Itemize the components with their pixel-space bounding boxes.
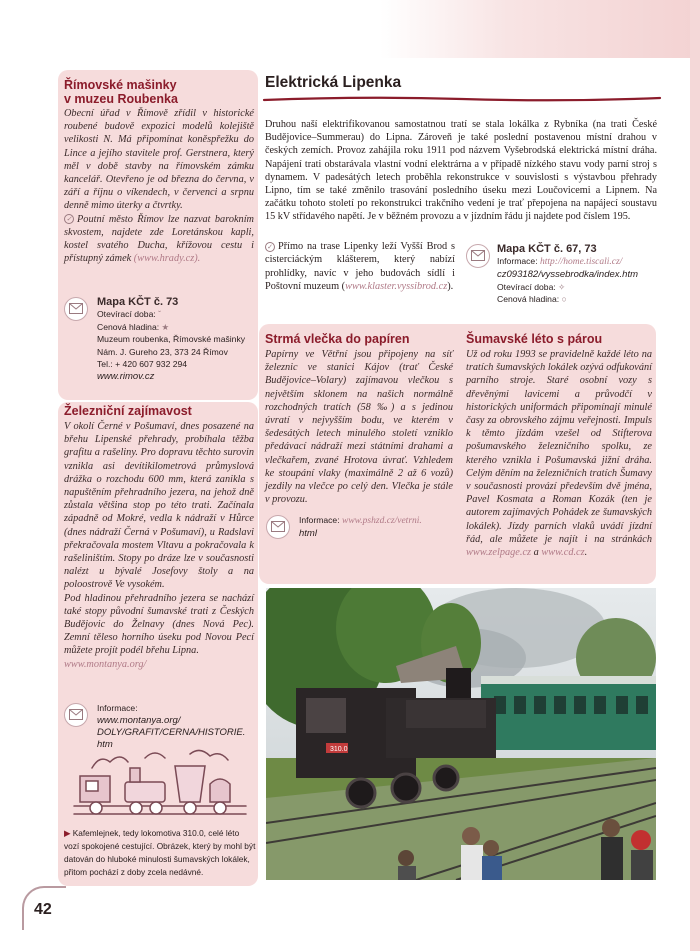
lipenka-title: Elektrická Lipenka [265,74,402,91]
roubenka-title-line1: Římovské mašinky [64,78,177,92]
leto-link-cd[interactable]: www.cd.cz [541,547,585,559]
roubenka-tip [64,213,254,266]
roubenka-map-title: Mapa KČT č. 73 [97,296,179,308]
kafemlejnek-caption-text: Kafemlejnek, tedy lokomotiva 310.0, celé léto vozí spokojené cestující. Obrázek, který by mohl být datován do hluboké minulosti šumavských lokálek, přitom pochází z doby zcela nedávné. [64,828,256,877]
roubenka-opening [97,308,257,321]
leto-link-zelpage[interactable]: www.zelpage.cz [466,547,532,559]
zeleznicni-info-link-3[interactable]: htm [97,738,113,750]
roubenka-section [64,78,254,265]
lipenka-section [265,74,665,92]
zeleznicni-info-link-2[interactable]: DOLY/GRAFIT/CERNA/HISTORIE. [97,726,246,738]
lipenka-info-label: Informace: [497,256,538,266]
vlecka-info-label-line [299,514,459,528]
lipenka-text: Druhou naší elektrifikovanou samostatnou tratí se stala lokálka z Rybníka (na trati České Budějovice–Summerau) do Lipna. Zároveň je také poslední postavenou místní drahou v českých zemích. Provoz zahájila roku 1911 pod názvem Vyšebrodská elektrická místní dráha. Napájení trati obstarávala vlastní vodní elektrárna a v případě nízkého stavu vody parní stroj s dynamem. V padesátých letech proběhla rekonstrukce v souvislosti s výstavbou přehrady Lipno, tím se také změnilo trasování posledního úseku mezi Loučovicemi a Lipnem. Na začátku tohoto století po rekonstrukci trakčního vedení je trať přepojena na napájecí soustavu 15 kV střídavého napětí. Je v běžném provozu a v jízdním řádu ji najdete pod číslem 195. [265,119,657,223]
zeleznicni-title: Železniční zajímavost [64,404,192,418]
leto-end: . [584,547,588,559]
lipenka-tip-link[interactable]: www.klaster.vyssibrod.cz [345,281,448,293]
roubenka-tip-link[interactable]: (www.hrady.cz). [133,253,201,265]
triangle-bullet-icon: ▶ [64,828,71,838]
train-photo [266,588,656,880]
vlecka-info [299,514,459,540]
roubenka-address-1: Muzeum roubenka, Římovské mašinky [97,334,246,344]
check-icon: ✓ [64,214,74,224]
roubenka-info [97,296,257,383]
lipenka-opening [497,281,662,294]
lipenka-body [265,118,657,224]
lipenka-tip-text [265,240,455,294]
roubenka-web-link[interactable]: www.rimov.cz [97,370,155,382]
roubenka-tip-text: Poutní město Římov lze nazvat barokním skvostem, najdete zde Loretánskou kapli, kostel svatého Ducha, křížovou cestu i přístupný zámek [64,213,254,265]
title-underline [262,94,662,106]
vlecka-title: Strmá vlečka do papíren [265,332,410,346]
lipenka-map-title: Mapa KČT č. 67, 73 [497,243,597,255]
vlecka-info-label: Informace: [299,515,340,525]
check-icon: ✓ [265,242,275,252]
zeleznicni-text-1: V okolí Černé v Pošumaví, dnes posazené na břehu Lipenské přehrady, probíhala těžba grafitu a rašeliny. Pro dopravu těchto surovin vznikla asi devítikilometrová průmyslová drážka o rozchodu 600 mm, která zanikla s napuštěním přehradního jezera, na jehož dně zůstala většina stop po této trati. Začínala západně od Mokré, vedla k nádraží v Hůrce (dnes nádraží Černá v Pošumaví), u Radslavi překračovala mostem Vltavu a pokračovala k rašeliništím. Stopy po dráze lze v současnosti nalézt u bývalé Josefovy štoly a na poloostrově Ve vysokém. [64,421,254,591]
zeleznicni-info-label: Informace: [97,703,138,713]
circle-icon: ○ [561,294,567,304]
lipenka-info-link-1[interactable]: http://home.tiscali.cz/ [540,257,623,267]
roubenka-title-line2: v muzeu Roubenka [64,92,178,106]
lipenka-info-label-line [497,255,662,269]
locomotive-drawing-icon [70,748,250,823]
vlecka-info-link-1[interactable]: www.pshzd.cz/vetrni. [342,516,422,526]
lipenka-tip [265,240,455,294]
leto-and: a [533,547,539,559]
star-icon: ★ [161,321,170,332]
zeleznicni-text-2: Pod hladinou přehradního jezera se nachází také stopy původní šumavské trati z Českých Budějovic do Želnavy (dnes Nová Pec). Zemní těleso horního úseku pod Novou Pecí můžete projít podél břehu Lipna. [64,592,254,657]
mail-icon [64,703,88,727]
zeleznicni-link[interactable]: www.montanya.org/ [64,658,147,670]
lipenka-info [497,243,662,306]
zeleznicni-info [97,702,257,751]
top-decorative-band [380,0,700,58]
loco-number: 310.0 [330,746,348,753]
vlecka-section [265,332,453,506]
lipenka-tip-end: ). [447,281,454,293]
roubenka-text: Obecní úřad v Římově zřídil v historické roubené budově expozici modelů kolejiště velikosti N. Má připomínat koněspřežku do Lince a jejího stavitele prof. Gerstnera, který měl v době stavby na římovském zámku kancelář. Otevřeno je od března do června, v září a říjnu o víkendech, v červenci a srpnu denně mimo úterky a čtvrtky. [64,108,254,212]
mail-icon [466,244,490,268]
zeleznicni-section [64,404,254,671]
roubenka-title [64,78,254,106]
steam-train-image-icon [266,588,656,880]
price-label: Cenová hladina: [97,321,160,332]
vlecka-text: Papírny ve Větřní jsou připojeny na síť železnic ve stanici Kájov (trať České Budějovice–Volary) zajímavou vlečkou s největším sklonem na našich normálně rozchodných tratích (58 ‰) a s jedinou úvratí v nejvyšším bodu, ve kterém v šedesátých letech minulého století vzniklo předávací nádraží mezi státními drahami a vlečkařem, zvané Hrotova úvrať. Vzhledem ke stoupání vlaky (maximálně 2 až 6 vozů) jezdily na vlečce po celý den. Vlečka je stále v provozu. [265,349,453,506]
mail-icon [64,297,88,321]
right-edge-band [690,0,700,951]
lipenka-price [497,293,662,306]
lipenka-info-link-2[interactable]: cz093182/vyssebrodka/index.htm [497,268,638,280]
roubenka-address-2: Nám. J. Gureho 23, 373 24 Římov [97,346,228,357]
mail-icon [266,515,290,539]
leto-text [466,348,652,559]
sparkle-icon: ✧ [558,281,566,292]
price-label: Cenová hladina: [497,294,560,304]
zeleznicni-info-link-1[interactable]: www.montanya.org/ [97,714,181,726]
page-number: 42 [34,901,52,918]
opening-label: Otevírací doba: [97,309,156,319]
vlecka-info-link-2[interactable]: html [299,527,317,539]
kafemlejnek-caption-block [64,827,256,879]
leto-text-body: Už od roku 1993 se pravidelně každé léto na tratích šumavských lokálek ozývá odfukování parního stroje. Staré osobní vozy s dřevěnými lavicemi a průvodčí v historických uniformách připomínají minulé časy za obrovského zájmu veřejnosti. Impuls k těmto jízdám vzešel od Stifterova pošumavského železničního spolku, ze kterého vznikla i Pošumavská jižní dráha. Celým děním na železničních tratích Šumavy v současnosti provází především dvě jména, Pavel Kosmata a Roman Kozák (ten je autorem zajímavých Pohádek ze šumavských lokálek). Jízdy parních vlaků uvádí jízdní řád, ale můžete je najít i na stránkách [466,349,652,545]
leto-section [466,332,652,559]
opening-label: Otevírací doba: [497,281,556,292]
roubenka-phone: Tel.: + 420 607 932 294 [97,359,188,369]
kafemlejnek-caption [64,827,256,879]
roubenka-price [97,321,257,334]
leto-title: Šumavské léto s párou [466,332,603,346]
lipenka-tip-body: Přímo na trase Lipenky leží Vyšší Brod s cisterciáckým klášterem, který nabízí prohlídky, navíc v jeho budovách sídlí i Poštovní muzeum ( [265,241,455,293]
opening-icon: ˇ [158,309,162,319]
